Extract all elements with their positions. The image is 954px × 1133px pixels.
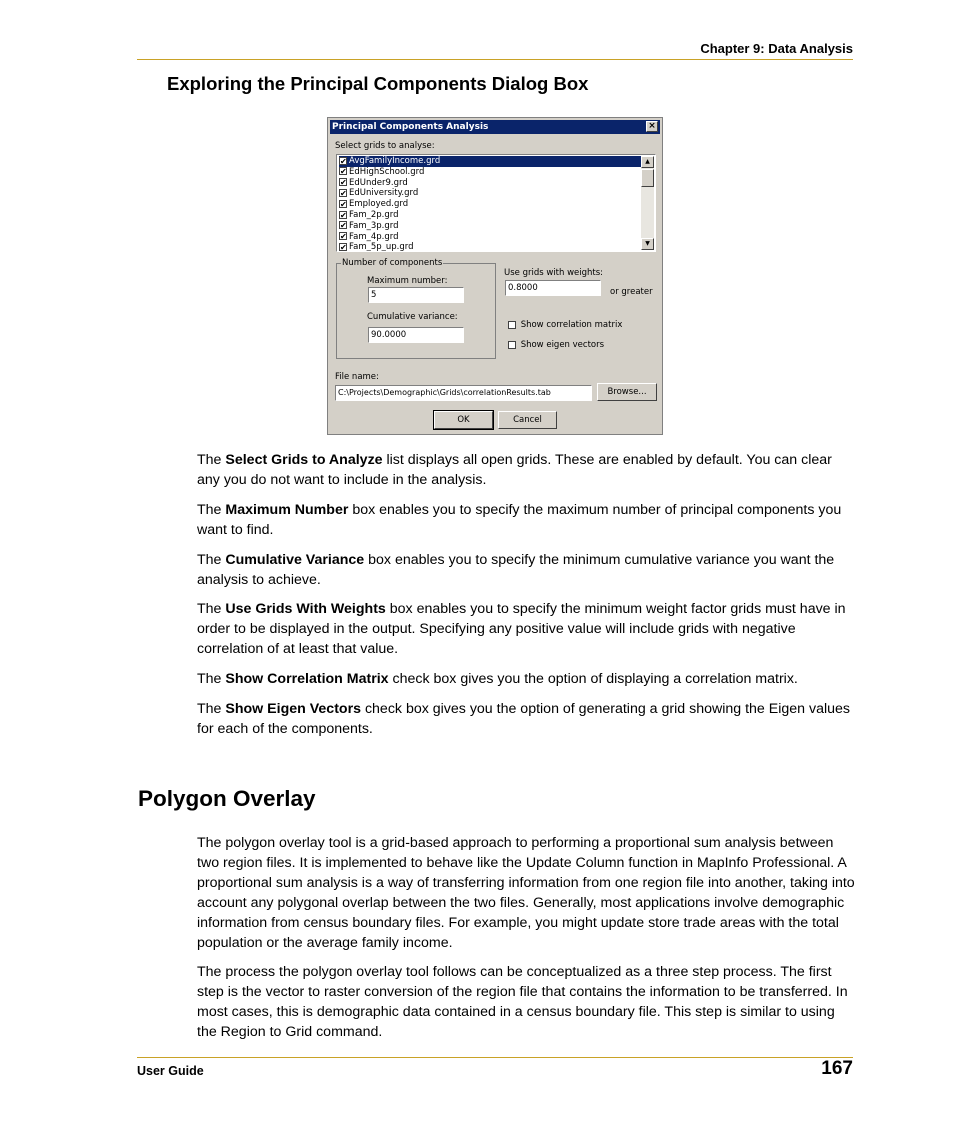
dialog-title: Principal Components Analysis [332, 122, 489, 132]
footer-rule [137, 1057, 853, 1058]
grid-checkbox[interactable]: ✔ [340, 188, 347, 198]
file-name-input[interactable]: C:\Projects\Demographic\Grids\correlationResults.tab [335, 385, 592, 401]
show-eigen-label: Show eigen vectors [520, 340, 605, 350]
list-item[interactable] [339, 221, 639, 232]
principal-components-dialog [327, 117, 663, 435]
paragraph [197, 500, 857, 540]
or-greater-label: or greater [610, 287, 653, 297]
grid-checkbox[interactable]: ✔ [340, 156, 347, 166]
grid-name: EdHighSchool.grd [349, 166, 425, 177]
paragraph-text: list displays all open grids. These are enabled by default. You can clear any you do not want to include in the analysis. [197, 452, 832, 488]
paragraph-text: The [197, 502, 226, 518]
paragraph-text: box enables you to specify the maximum number of principal components you want to find. [197, 502, 842, 538]
show-eigen-checkbox[interactable] [508, 341, 516, 349]
list-item[interactable] [339, 199, 639, 210]
weights-label: Use grids with weights: [504, 268, 604, 278]
paragraph-text: check box gives you the option of displaying a correlation matrix. [388, 671, 798, 687]
section-title: Polygon Overlay [138, 786, 316, 811]
close-icon[interactable]: × [646, 121, 658, 132]
chapter-header: Chapter 9: Data Analysis [700, 41, 853, 56]
grid-name: Fam_4p.grd [349, 231, 399, 242]
browse-button[interactable]: Browse... [597, 383, 657, 401]
paragraph-text: check box gives you the option of generating a grid showing the Eigen values for each of the components. [197, 701, 850, 737]
scroll-thumb[interactable] [641, 169, 654, 187]
grid-checkbox[interactable]: ✔ [340, 199, 347, 209]
term: Select Grids to Analyze [225, 452, 383, 468]
paragraph-text: box enables you to specify the minimum weight factor grids must have in order to be displayed in the output. Specifying any positive value will include grids with negative correlation of at least that value. [197, 601, 846, 657]
term: Show Eigen Vectors [225, 701, 361, 717]
header-rule [137, 59, 853, 60]
paragraph-text: The [197, 701, 226, 717]
select-grids-label: Select grids to analyse: [335, 141, 435, 151]
grid-name: EdUniversity.grd [349, 188, 419, 199]
grid-checkbox[interactable]: ✔ [340, 210, 347, 220]
scroll-down-icon[interactable]: ▼ [641, 238, 654, 250]
subheading: Exploring the Principal Components Dialog Box [167, 73, 589, 94]
paragraph [197, 599, 857, 659]
paragraph [197, 550, 857, 590]
paragraph-text: The [197, 452, 226, 468]
paragraph-text: The [197, 671, 226, 687]
show-correlation-option[interactable] [508, 320, 622, 330]
paragraph: The polygon overlay tool is a grid-based approach to performing a proportional sum analysis between two region files. It is implemented to behave like the Update Column function in MapInfo Professional. A proportional sum analysis is a way of transferring information from one region file into another, taking into account any polygonal overlap between the two files. Generally, most applications involve demographic information from census boundary files. For example, you might update store trade areas with the total population or the average family income. [197, 835, 855, 951]
show-eigen-option[interactable] [508, 340, 604, 350]
list-scrollbar[interactable] [641, 156, 654, 250]
paragraph [197, 450, 857, 490]
grid-checkbox[interactable]: ✔ [340, 167, 347, 177]
grids-list[interactable] [336, 154, 656, 252]
list-item[interactable] [339, 156, 645, 167]
paragraph: The process the polygon overlay tool follows can be conceptualized as a three step process. The first step is the vector to raster conversion of the region file that contains the information to be transferred. In most cases, this is demographic data contained in a census boundary file. This step is similar to using the Region to Grid command. [197, 964, 848, 1040]
show-correlation-checkbox[interactable] [508, 321, 516, 329]
list-item[interactable] [339, 210, 639, 221]
list-item[interactable] [339, 178, 639, 189]
grid-name: Employed.grd [349, 199, 409, 210]
paragraph-text: box enables you to specify the minimum cumulative variance you want the analysis to achieve. [197, 552, 835, 588]
max-number-input[interactable]: 5 [368, 287, 464, 303]
grid-name: Fam_5p_up.grd [349, 242, 414, 252]
list-item[interactable] [339, 232, 639, 243]
grid-name: Fam_2p.grd [349, 210, 399, 220]
page-number: 167 [821, 1058, 853, 1079]
grid-name: EdUnder9.grd [349, 177, 408, 188]
scroll-up-icon[interactable]: ▲ [641, 156, 654, 168]
term: Maximum Number [225, 502, 349, 518]
grid-checkbox[interactable]: ✔ [340, 232, 347, 242]
paragraph-text: The [197, 552, 226, 568]
cum-variance-input[interactable]: 90.0000 [368, 327, 464, 343]
list-item[interactable] [339, 188, 639, 199]
weights-input[interactable]: 0.8000 [505, 280, 601, 296]
grid-checkbox[interactable]: ✔ [340, 221, 347, 231]
cancel-button[interactable]: Cancel [498, 411, 557, 429]
components-group-label: Number of components [342, 258, 443, 268]
components-group [336, 258, 496, 359]
list-item[interactable] [339, 167, 639, 178]
ok-button[interactable]: OK [434, 411, 493, 429]
grid-checkbox[interactable]: ✔ [340, 178, 347, 188]
cum-variance-label: Cumulative variance: [367, 312, 458, 322]
term: Cumulative Variance [225, 552, 365, 568]
show-correlation-label: Show correlation matrix [520, 320, 623, 330]
footer-guide: User Guide [137, 1064, 204, 1078]
grid-name: Fam_3p.grd [349, 220, 399, 231]
paragraph-text: The [197, 601, 226, 617]
paragraph [197, 669, 857, 689]
list-item[interactable] [339, 242, 639, 252]
paragraph [197, 699, 857, 739]
grid-name: AvgFamilyIncome.grd [349, 156, 441, 166]
term: Show Correlation Matrix [225, 671, 389, 687]
file-name-label: File name: [335, 372, 379, 382]
grid-checkbox[interactable]: ✔ [340, 242, 347, 252]
max-number-label: Maximum number: [367, 276, 448, 286]
term: Use Grids With Weights [225, 601, 386, 617]
dialog-titlebar [330, 120, 660, 134]
